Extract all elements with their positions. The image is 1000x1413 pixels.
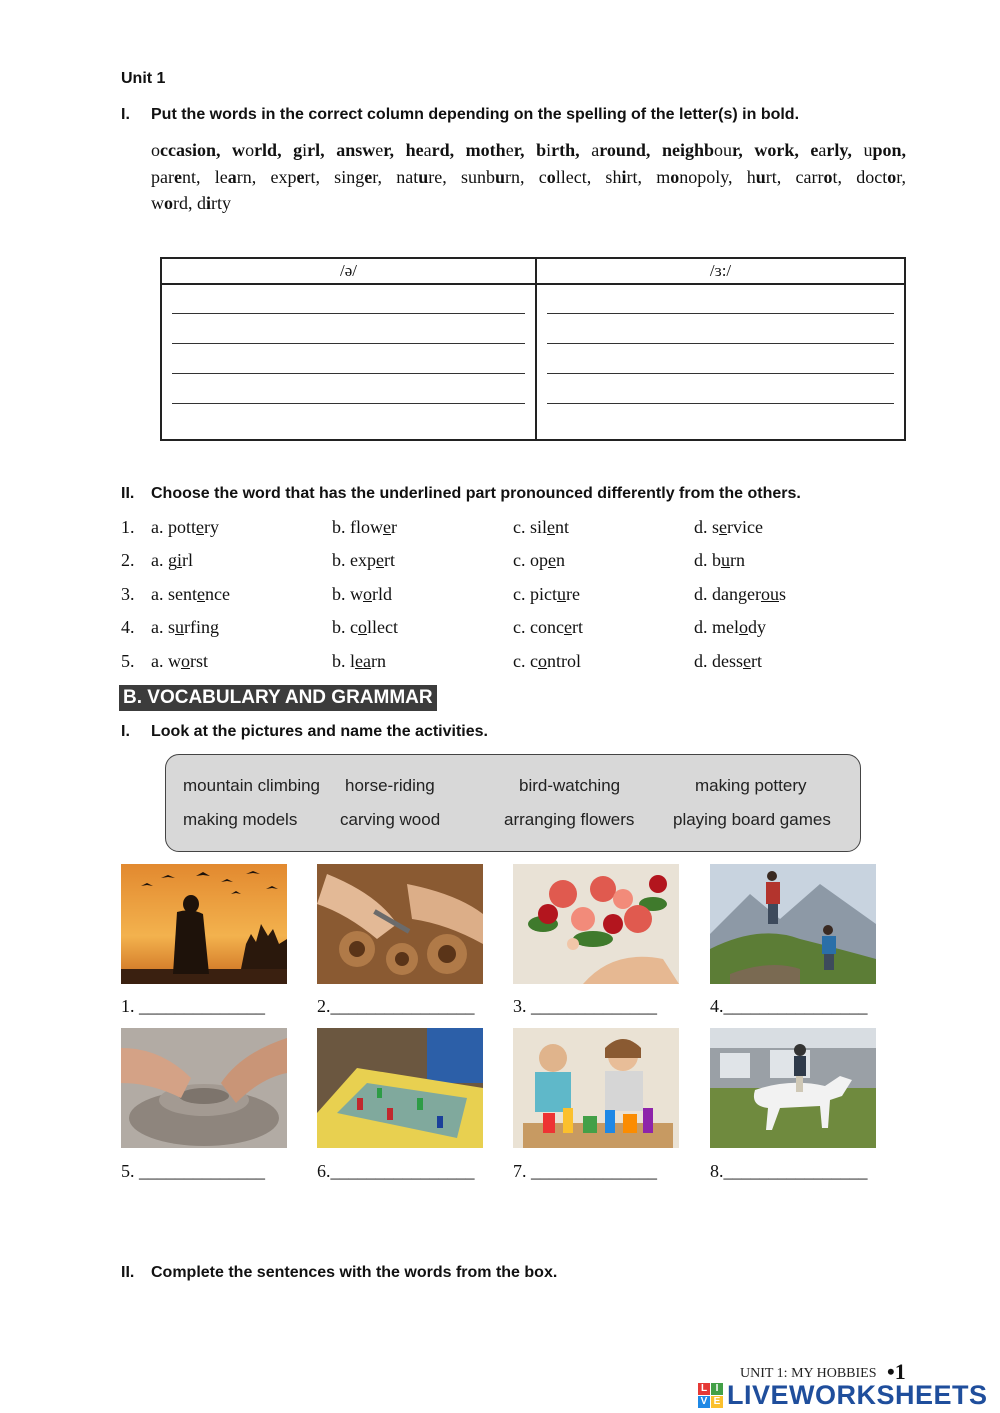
word-text: dy (748, 617, 766, 638)
word-text: u (863, 140, 873, 160)
highlighted-letters: o (823, 166, 833, 187)
option-c[interactable] (513, 584, 580, 605)
word-text: c. op (513, 550, 548, 571)
highlighted-letters: ou (760, 583, 779, 604)
section-b2-instruction: Complete the sentences with the words from the box. (151, 1264, 558, 1281)
highlighted-letters: e (547, 517, 555, 537)
highlighted-letters: rth, (551, 140, 592, 160)
word-text: ry (204, 517, 219, 537)
word-text: b. flow (332, 517, 383, 537)
question-row (121, 584, 901, 617)
horse-riding-image (710, 1028, 876, 1148)
word-text: a (423, 140, 432, 160)
pronunciation-questions (121, 517, 901, 684)
logo-grid-icon (698, 1383, 723, 1408)
highlighted-letters: a (227, 166, 237, 187)
word-text: llect (367, 617, 398, 638)
highlighted-letters: o (546, 166, 556, 187)
option-d[interactable] (694, 517, 763, 538)
section-a2-instruction: Choose the word that has the underlined part pronounced differently from the others. (151, 485, 801, 502)
option-c[interactable] (513, 550, 565, 571)
word-text: d. b (694, 550, 721, 571)
answer-line[interactable] (172, 403, 525, 404)
highlighted-letters: e (548, 550, 556, 571)
word-text: nce (204, 583, 230, 604)
word-text: a (818, 140, 827, 160)
word-text: ou (713, 140, 732, 160)
highlighted-letters: o (887, 166, 897, 187)
logo-wordmark: LIVEWORKSHEETS (727, 1380, 988, 1410)
question-row (121, 651, 901, 684)
highlighted-letters: e (743, 650, 751, 671)
highlighted-letters: rly, (826, 140, 864, 160)
word-box-item: carving wood (340, 810, 441, 829)
answer-line[interactable] (547, 343, 894, 344)
highlighted-letters: rl, answ (307, 140, 376, 160)
answer-line[interactable] (172, 343, 525, 344)
word-text: rt (384, 550, 395, 571)
word-text: a (591, 140, 600, 160)
section-b2-number: II. (121, 1264, 135, 1281)
arranging-flowers-image (513, 864, 679, 984)
word-text: i (302, 140, 308, 160)
word-text: r, (896, 166, 907, 187)
highlighted-letters: r, b (513, 140, 547, 160)
highlighted-letters: i (621, 166, 627, 187)
word-box-item: horse-riding (345, 776, 435, 795)
answer-blank-3[interactable]: 3. ______________ (513, 996, 657, 1016)
word-text: a. w (151, 650, 181, 671)
highlighted-letters: o (670, 166, 680, 187)
word-text: b. l (332, 650, 356, 671)
highlighted-letters: u (721, 550, 730, 571)
word-text: e (375, 140, 384, 160)
highlighted-letters: o (164, 193, 173, 213)
word-text: e (505, 140, 514, 160)
word-list-line-1 (151, 137, 906, 164)
highlighted-letters: pon, (872, 140, 907, 160)
word-list-line-2 (151, 164, 906, 191)
option-c[interactable] (513, 517, 569, 538)
page-number: 1 (894, 1359, 906, 1384)
word-text: a. pott (151, 517, 196, 537)
logo-letter: V (698, 1396, 710, 1408)
word-text: b. exp (332, 550, 376, 571)
word-text: rn, c (504, 166, 547, 187)
highlighted-letters: rld, g (254, 140, 303, 160)
word-text: a. s (151, 617, 175, 638)
word-text: rst (190, 650, 208, 671)
option-b[interactable] (332, 517, 397, 538)
word-text: re, sunb (428, 166, 495, 187)
unit-title: Unit 1 (121, 70, 166, 87)
option-d[interactable] (694, 651, 762, 672)
liveworksheets-logo (698, 1380, 988, 1411)
highlighted-letters: r, he (383, 140, 424, 160)
option-a[interactable] (151, 584, 230, 605)
option-a[interactable] (151, 517, 219, 538)
highlighted-letters: e (383, 517, 391, 537)
highlighted-letters: u (755, 166, 766, 187)
word-text: rt (751, 650, 762, 671)
word-text: rt, m (626, 166, 671, 187)
answer-blank-5[interactable]: 5. ______________ (121, 1161, 265, 1181)
highlighted-letters: u (556, 583, 566, 604)
highlighted-letters: e (376, 550, 384, 571)
highlighted-letters: u (418, 166, 429, 187)
option-b[interactable] (332, 651, 386, 672)
highlighted-letters: round, neighb (599, 140, 714, 160)
section-a1-instruction: Put the words in the correct column depending on the spelling of the letter(s) in bold. (151, 106, 800, 123)
word-text: o (151, 140, 160, 160)
word-text: o (245, 140, 255, 160)
option-b[interactable] (332, 550, 395, 571)
section-a1-number: I. (121, 106, 130, 123)
word-box-item: arranging flowers (504, 810, 635, 829)
question-number: 3. (121, 583, 135, 604)
word-text: a. sent (151, 583, 197, 604)
word-text: s (778, 583, 786, 604)
word-text: b. c (332, 617, 358, 638)
word-text: r, nat (372, 166, 419, 187)
word-text: n (556, 550, 565, 571)
word-text: t, doct (832, 166, 888, 187)
highlighted-letters: i (177, 550, 183, 571)
answer-blank-7[interactable]: 7. ______________ (513, 1161, 657, 1181)
highlighted-letters: ea (355, 650, 371, 671)
word-text: c. c (513, 650, 538, 671)
word-text: d. s (694, 517, 720, 537)
answer-blank-6[interactable]: 6.________________ (317, 1161, 475, 1181)
highlighted-letters: e (296, 166, 305, 187)
word-box-item: bird-watching (519, 776, 621, 795)
making-models-image (513, 1028, 679, 1148)
answer-blank-2[interactable]: 2.________________ (317, 996, 475, 1016)
highlighted-letters: e (173, 166, 182, 187)
word-text: b. w (332, 583, 363, 604)
word-text: w (151, 193, 164, 213)
carving-wood-image (317, 864, 483, 984)
word-text: rt, carr (765, 166, 824, 187)
footer-page-number: •1 (887, 1359, 906, 1384)
word-text: nopoly, h (679, 166, 756, 187)
word-box-item: making pottery (695, 776, 807, 795)
word-text: rt, sing (304, 166, 365, 187)
option-a[interactable] (151, 651, 208, 672)
answer-line[interactable] (172, 313, 525, 314)
highlighted-letters: e (563, 617, 572, 638)
word-box-item: making models (183, 810, 298, 829)
section-b1-instruction: Look at the pictures and name the activities. (151, 723, 488, 740)
logo-letter: E (711, 1396, 723, 1408)
answer-blank-1[interactable]: 1. ______________ (121, 996, 265, 1016)
question-number: 4. (121, 617, 135, 638)
word-text: rl (182, 550, 194, 571)
column-header-er: /ɜ:/ (536, 258, 905, 284)
word-list-line-3 (151, 190, 906, 217)
option-a[interactable] (151, 617, 219, 638)
word-text: llect, sh (555, 166, 622, 187)
highlighted-letters: e (364, 166, 373, 187)
word-text: r (391, 517, 397, 537)
word-text: rld (372, 583, 392, 604)
word-text: d. mel (694, 617, 739, 638)
footer-unit-label: UNIT 1: MY HOBBIES (740, 1366, 877, 1381)
highlighted-letters: e (196, 517, 204, 537)
question-row (121, 617, 901, 650)
playing-board-games-image (317, 1028, 483, 1148)
making-pottery-image (121, 1028, 287, 1148)
word-box (165, 754, 861, 852)
logo-letter: I (711, 1383, 723, 1395)
word-text: rn, exp (236, 166, 297, 187)
highlighted-letters: ccasion, w (160, 140, 246, 160)
highlighted-letters: rd, moth (431, 140, 506, 160)
word-text: rt (571, 617, 583, 638)
answer-line[interactable] (547, 403, 894, 404)
word-text: nt, le (181, 166, 228, 187)
word-text: i (546, 140, 552, 160)
option-b[interactable] (332, 584, 392, 605)
word-text: c. conc (513, 617, 564, 638)
word-box-item: mountain climbing (183, 776, 321, 795)
section-b-banner: B. VOCABULARY AND GRAMMAR (119, 685, 437, 711)
answer-blank-8[interactable]: 8.________________ (710, 1161, 868, 1181)
word-text: nt (555, 517, 570, 537)
answer-line[interactable] (547, 313, 894, 314)
option-d[interactable] (694, 550, 745, 571)
word-text: c. pict (513, 583, 557, 604)
highlighted-letters: e (196, 583, 205, 604)
word-text: d. dess (694, 650, 743, 671)
question-row (121, 517, 901, 550)
section-b1-number: I. (121, 723, 130, 740)
word-text: rvice (727, 517, 763, 537)
word-text: d. danger (694, 583, 761, 604)
highlighted-letters: e (719, 517, 728, 537)
word-text: rn (371, 650, 386, 671)
highlighted-letters: o (358, 617, 367, 638)
answer-line[interactable] (172, 373, 525, 374)
logo-letter: L (698, 1383, 710, 1395)
column-answers-er (536, 284, 905, 440)
highlighted-letters: r, work, e (731, 140, 819, 160)
answer-blank-4[interactable]: 4.________________ (710, 996, 868, 1016)
option-c[interactable] (513, 651, 581, 672)
word-text: par (151, 166, 174, 187)
answer-line[interactable] (547, 373, 894, 374)
word-box-item: playing board games (673, 810, 831, 829)
word-text: c. sil (513, 517, 547, 537)
highlighted-letters: u (494, 166, 505, 187)
highlighted-letters: i (206, 193, 212, 213)
highlighted-letters: o (363, 583, 372, 604)
question-row (121, 550, 901, 583)
word-list (151, 137, 906, 217)
word-text: re (565, 583, 580, 604)
option-a[interactable] (151, 550, 193, 571)
option-d[interactable] (694, 584, 786, 605)
word-text: rty (211, 193, 232, 213)
question-number: 5. (121, 650, 135, 671)
option-c[interactable] (513, 617, 583, 638)
word-text: rd, d (173, 193, 206, 213)
highlighted-letters: o (537, 650, 547, 671)
option-b[interactable] (332, 617, 398, 638)
column-header-schwa: /ə/ (161, 258, 536, 284)
option-d[interactable] (694, 617, 766, 638)
word-text: rn (730, 550, 745, 571)
sound-table (160, 257, 906, 441)
bird-watching-image (121, 864, 287, 984)
word-text: a. g (151, 550, 177, 571)
word-text: ntrol (546, 650, 581, 671)
question-number: 1. (121, 517, 135, 537)
word-text: rfing (184, 617, 219, 638)
mountain-climbing-image (710, 864, 876, 984)
highlighted-letters: o (181, 650, 190, 671)
highlighted-letters: o (739, 617, 748, 638)
section-a2-number: II. (121, 485, 135, 502)
highlighted-letters: u (175, 617, 184, 638)
column-answers-schwa (161, 284, 536, 440)
question-number: 2. (121, 550, 135, 571)
